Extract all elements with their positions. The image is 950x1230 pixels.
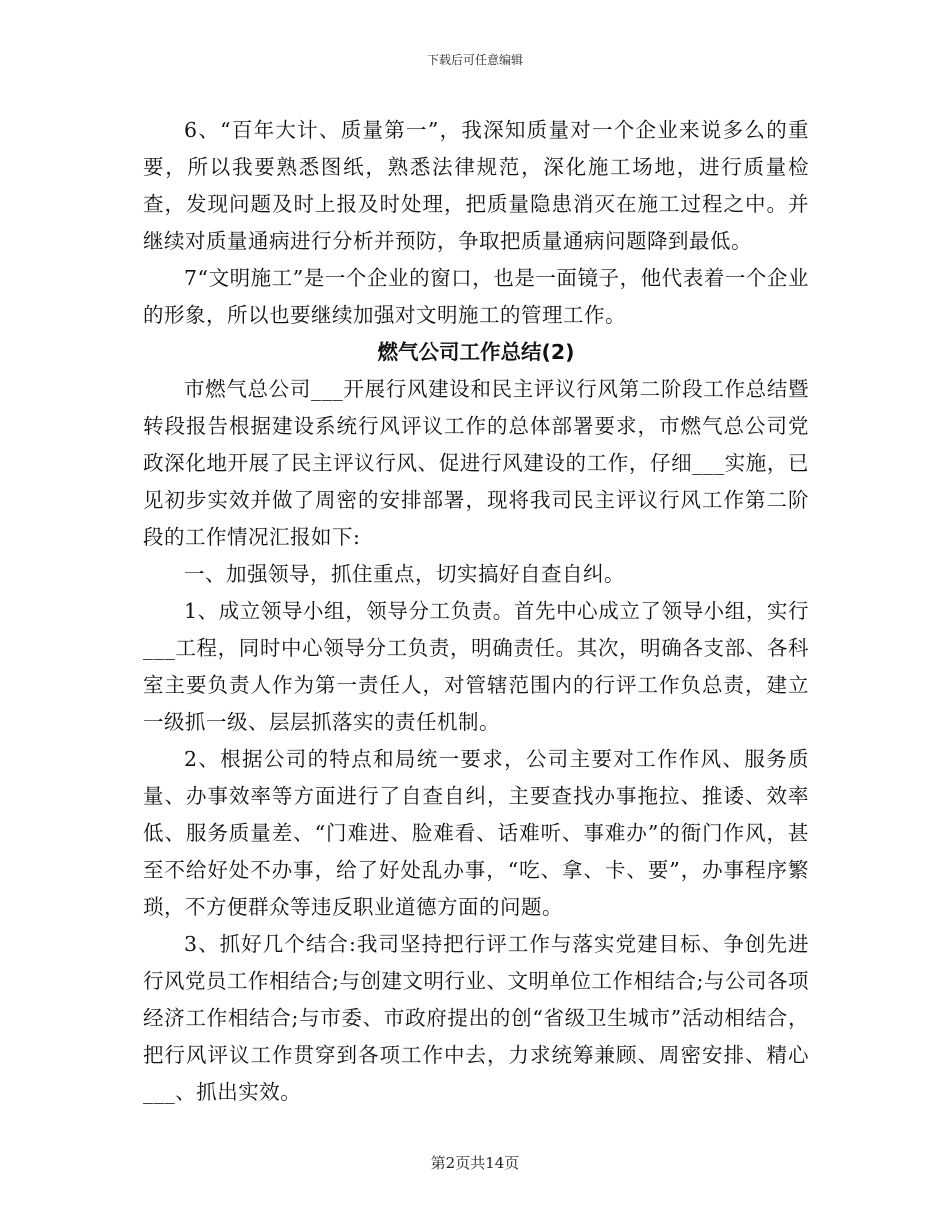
intro-paragraph: 市燃气总公司___开展行风建设和民主评议行风第二阶段工作总结暨转段报告根据建设系统行风评议工作的总体部署要求，市燃气总公司党政深化地开展了民主评议行风、促进行风建设的工作，仔细___实施，已见初步实效并做了周密的安排部署，现将我司民主评议行风工作第二阶段的工作情况汇报如下:: [143, 377, 809, 549]
heading-1: 一、加强领导，抓住重点，切实搞好自查自纠。: [184, 562, 625, 586]
item-3-paragraph: 3、抓好几个结合:我司坚持把行评工作与落实党建目标、争创先进行风党员工作相结合;与创建文明行业、文明单位工作相结合;与公司各项经济工作相结合;与市委、市政府提出的创“省级卫生城市”活动相结合，把行风评议工作贯穿到各项工作中去，力求统筹兼顾、周密安排、精心___、抓出实效。: [143, 932, 809, 1104]
section-title: 燃气公司工作总结(2): [377, 340, 575, 364]
page-indicator: 第2页共14页: [430, 1154, 520, 1172]
document-body: [143, 112, 809, 1111]
item-2-paragraph: 2、根据公司的特点和局统一要求，公司主要对工作作风、服务质量、办事效率等方面进行了自查自纠，主要查找办事拖拉、推诿、效率低、服务质量差、“门难进、脸难看、话难听、事难办”的衙门作风，甚至不给好处不办事，给了好处乱办事，“吃、拿、卡、要”，办事程序繁琐，不方便群众等违反职业道德方面的问题。: [143, 747, 809, 919]
paragraph-7: 7“文明施工”是一个企业的窗口，也是一面镜子，他代表着一个企业的形象，所以也要继续加强对文明施工的管理工作。: [143, 266, 809, 327]
page-header-note: 下载后可任意编辑: [426, 53, 523, 67]
item-1-paragraph: 1、成立领导小组，领导分工负责。首先中心成立了领导小组，实行___工程，同时中心领导分工负责，明确责任。其次，明确各支部、各科室主要负责人作为第一责任人，对管辖范围内的行评工作负总责，建立一级抓一级、层层抓落实的责任机制。: [143, 599, 809, 734]
paragraph-6: 6、“百年大计、质量第一”，我深知质量对一个企业来说多么的重要，所以我要熟悉图纸，熟悉法律规范，深化施工场地，进行质量检查，发现问题及时上报及时处理，把质量隐患消灭在施工过程之中。并继续对质量通病进行分析并预防，争取把质量通病问题降到最低。: [143, 118, 809, 253]
